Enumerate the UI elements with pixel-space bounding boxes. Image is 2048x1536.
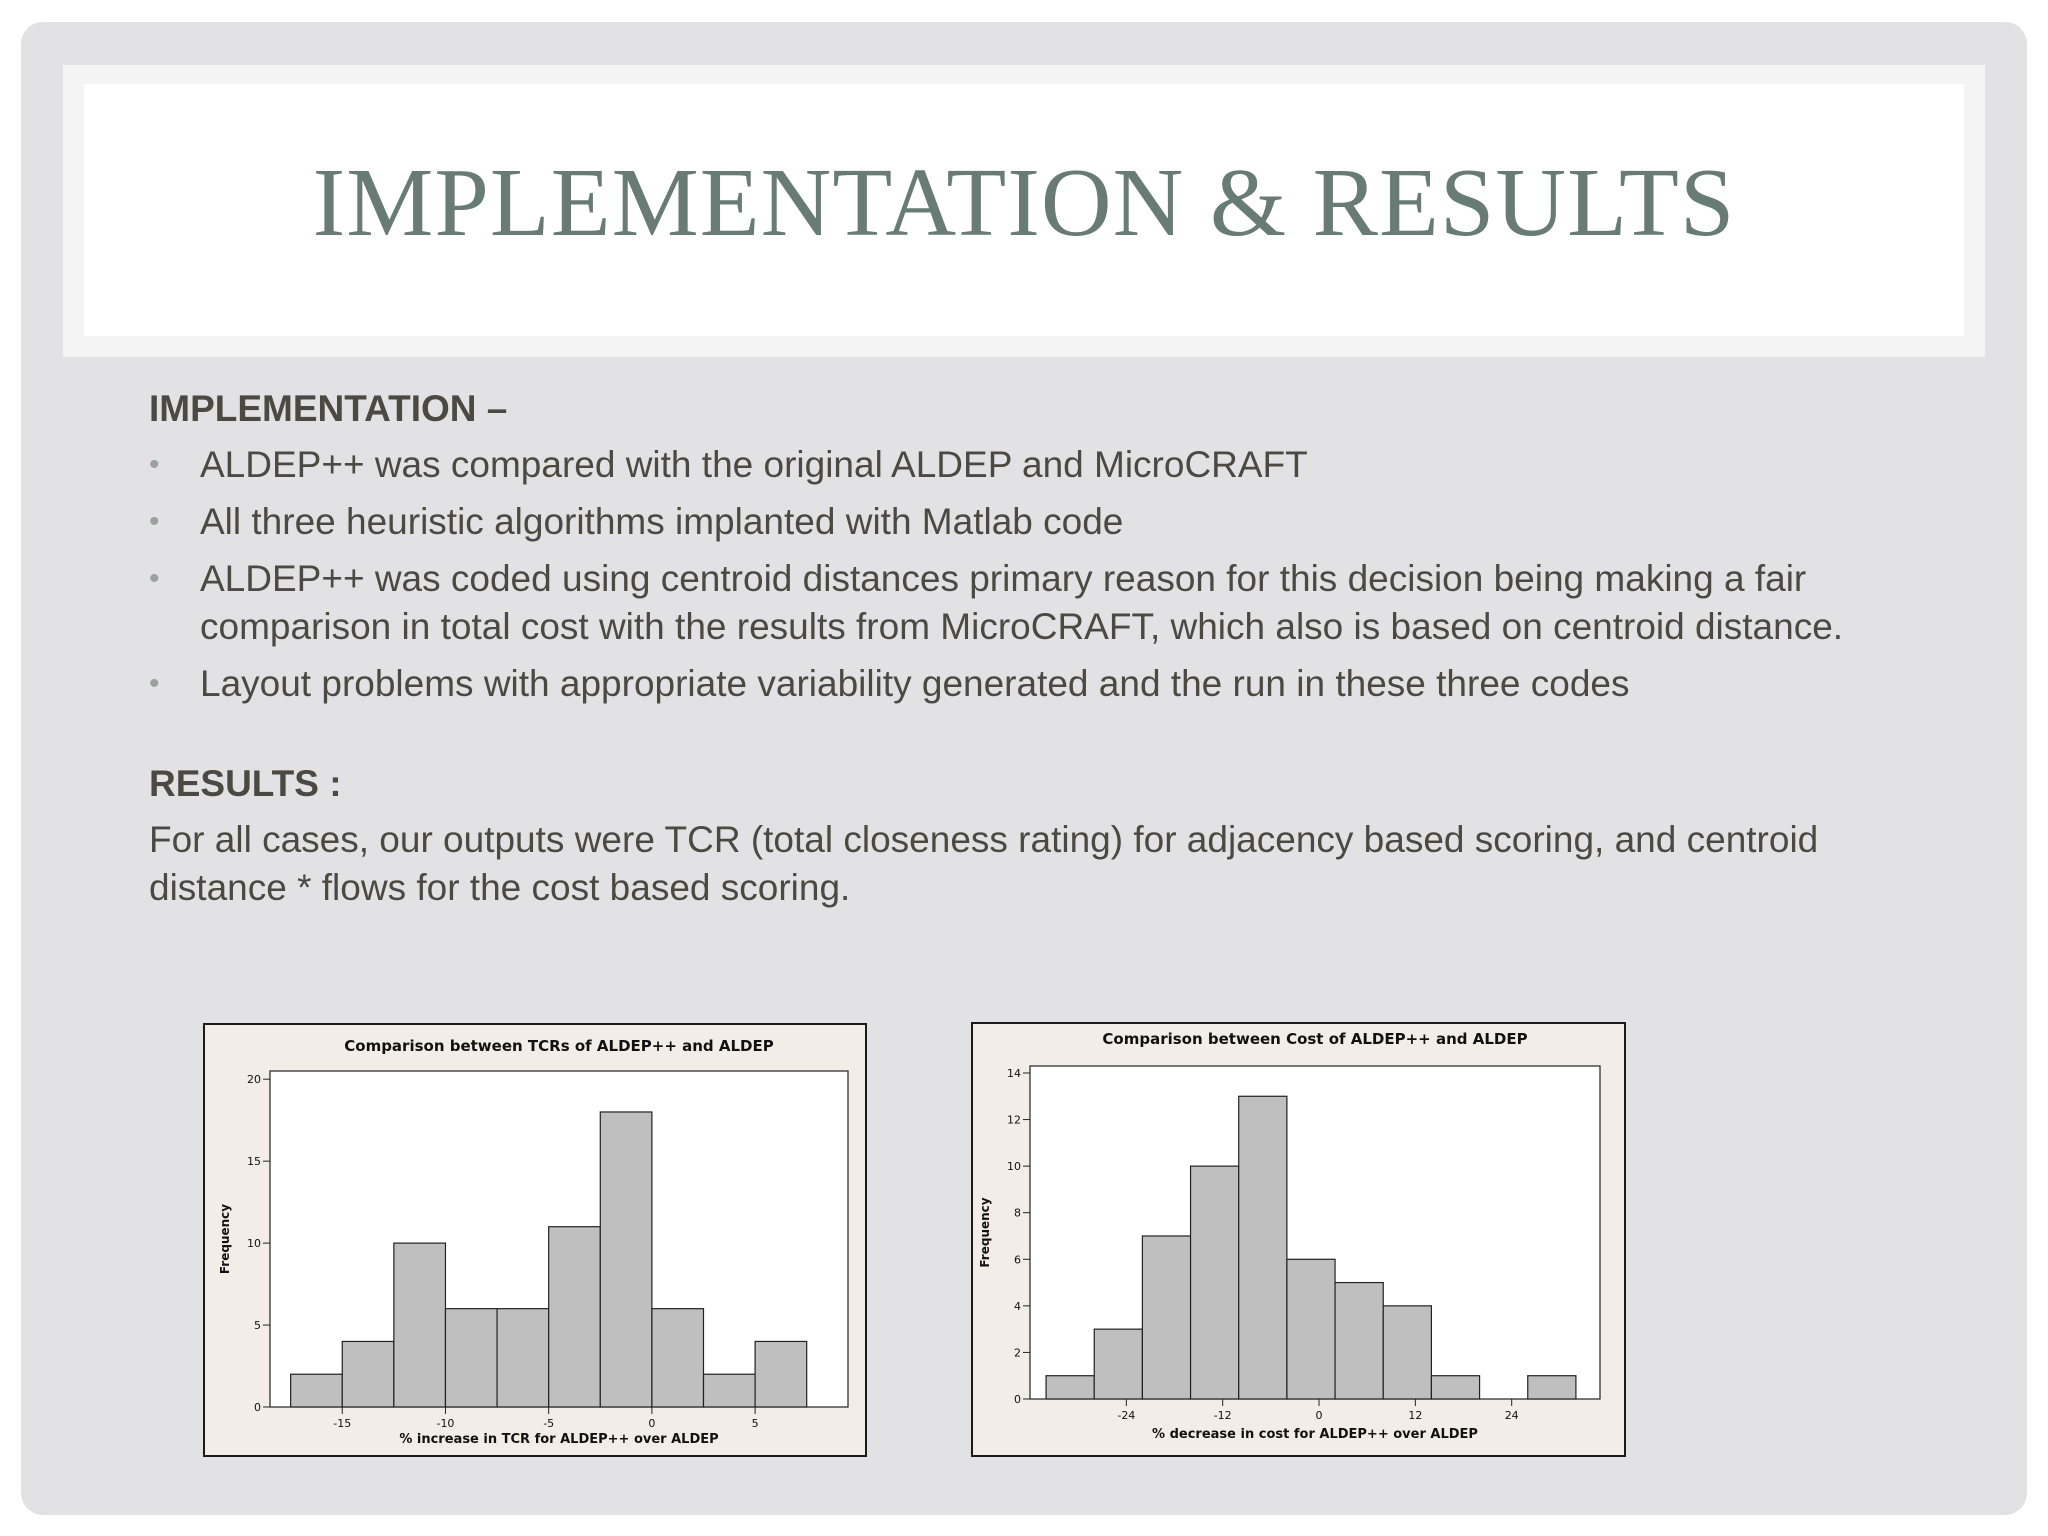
histogram-bar: [1431, 1376, 1479, 1399]
x-tick-label: -12: [1213, 1409, 1232, 1422]
x-tick-label: 5: [751, 1417, 759, 1430]
tcr-histogram-frame: [203, 1023, 867, 1457]
histogram-bar: [600, 1112, 652, 1407]
y-tick-label: 2: [1014, 1346, 1021, 1360]
y-tick-label: 20: [247, 1073, 261, 1087]
x-axis-label: % decrease in cost for ALDEP++ over ALDEP: [1152, 1427, 1478, 1442]
y-tick-label: 15: [247, 1155, 261, 1169]
cost-histogram-frame: [971, 1022, 1626, 1457]
chart-title: Comparison between Cost of ALDEP++ and ALDEP: [1102, 1030, 1528, 1048]
bullet-text: ALDEP++ was compared with the original ALDEP and MicroCRAFT: [200, 444, 1308, 485]
slide-content: [149, 385, 1949, 912]
y-tick-label: 10: [1007, 1160, 1021, 1174]
histogram-bar: [445, 1309, 497, 1407]
cost-histogram: [973, 1024, 1624, 1455]
y-tick-label: 6: [1014, 1253, 1021, 1267]
bullet-icon: •: [149, 505, 160, 538]
results-heading: RESULTS :: [149, 763, 342, 804]
histogram-bar: [1046, 1376, 1094, 1399]
histogram-bar: [342, 1341, 394, 1407]
y-tick-label: 12: [1007, 1113, 1021, 1127]
y-tick-label: 5: [254, 1319, 261, 1333]
bullet-icon: •: [149, 448, 160, 481]
x-tick-label: -10: [436, 1417, 455, 1430]
implementation-heading: IMPLEMENTATION –: [149, 388, 508, 429]
implementation-list: [149, 441, 1949, 708]
histogram-bar: [1142, 1236, 1190, 1399]
histogram-bar: [1528, 1376, 1576, 1399]
histogram-bar: [1239, 1096, 1287, 1399]
y-tick-label: 10: [247, 1237, 261, 1251]
histogram-bar: [1191, 1166, 1239, 1399]
y-tick-label: 0: [1014, 1393, 1021, 1406]
x-tick-label: 0: [648, 1417, 656, 1430]
title-banner: [63, 65, 1985, 357]
histogram-bar: [549, 1227, 601, 1407]
histogram-bar: [394, 1243, 446, 1407]
bullet-text: ALDEP++ was coded using centroid distances primary reason for this decision being making a fair comparison in total cost with the results from MicroCRAFT, which also is based on centroid distance.: [200, 558, 1844, 647]
histogram-bar: [1335, 1283, 1383, 1399]
chart-title: Comparison between TCRs of ALDEP++ and ALDEP: [344, 1037, 774, 1055]
x-axis-label: % increase in TCR for ALDEP++ over ALDEP: [399, 1432, 719, 1447]
histogram-bar: [755, 1341, 807, 1407]
histogram-bar: [1287, 1259, 1335, 1399]
list-item: [149, 555, 1949, 651]
bullet-text: Layout problems with appropriate variability generated and the run in these three codes: [200, 663, 1630, 704]
y-tick-label: 4: [1014, 1299, 1021, 1313]
histogram-bar: [652, 1309, 704, 1407]
histogram-bar: [704, 1374, 756, 1407]
y-axis-label: Frequency: [218, 1203, 232, 1275]
list-item: [149, 660, 1949, 708]
bullet-icon: •: [149, 562, 160, 595]
histogram-bar: [291, 1374, 343, 1407]
y-tick-label: 0: [254, 1401, 261, 1414]
title-panel: [84, 84, 1964, 336]
histogram-bar: [497, 1309, 549, 1407]
y-axis-label: Frequency: [978, 1197, 992, 1268]
x-tick-label: -5: [543, 1417, 555, 1430]
x-tick-label: 12: [1408, 1409, 1423, 1422]
results-text: For all cases, our outputs were TCR (total closeness rating) for adjacency based scoring, and centroid distance * flows for the cost based scoring.: [149, 819, 1819, 908]
x-tick-label: 24: [1504, 1409, 1519, 1422]
list-item: [149, 441, 1949, 489]
bullet-icon: •: [149, 667, 160, 700]
y-tick-label: 14: [1007, 1066, 1021, 1080]
x-tick-label: -24: [1117, 1409, 1136, 1422]
x-tick-label: 0: [1315, 1409, 1323, 1422]
slide-title: IMPLEMENTATION & RESULTS: [312, 149, 1736, 257]
y-tick-label: 8: [1014, 1206, 1021, 1220]
histogram-bar: [1383, 1306, 1431, 1399]
bullet-text: All three heuristic algorithms implanted with Matlab code: [200, 501, 1124, 542]
tcr-histogram: [205, 1025, 865, 1455]
histogram-bar: [1094, 1329, 1142, 1399]
x-tick-label: -15: [333, 1417, 352, 1430]
list-item: [149, 498, 1949, 546]
